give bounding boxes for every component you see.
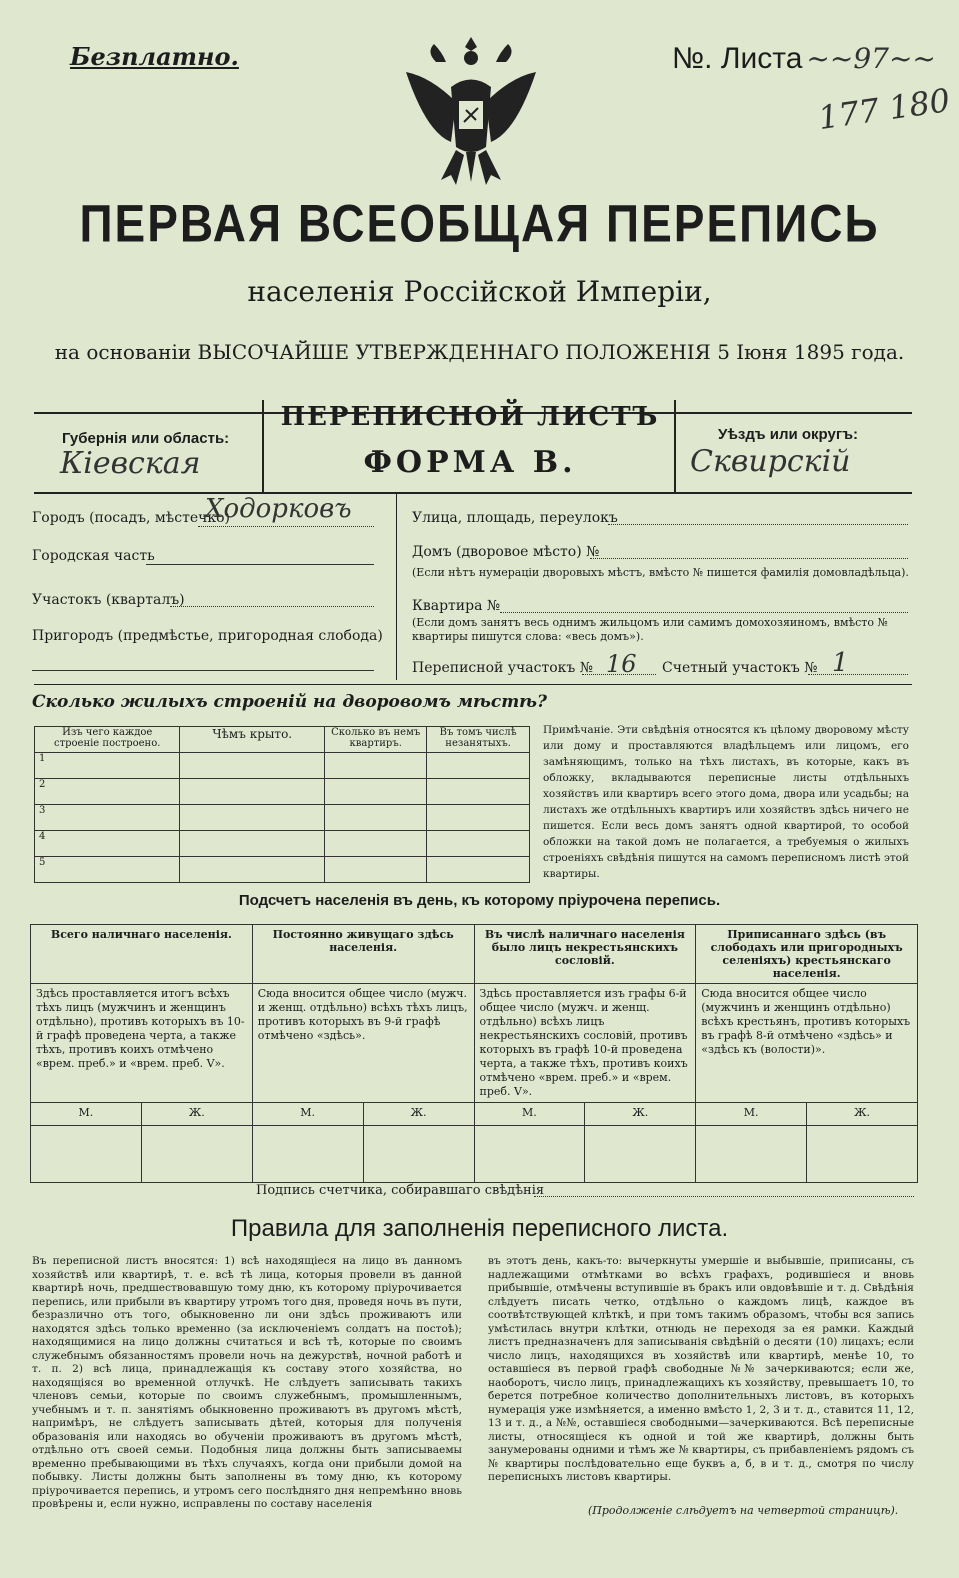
ulitsa-label: Улица, площадь, переулокъ (412, 510, 618, 526)
female-header: Ж. (141, 1103, 252, 1126)
form-title: ПЕРЕПИСНОЙ ЛИСТЪ (280, 402, 660, 432)
buildings-header-roof: Чѣмъ крыто. (180, 727, 325, 753)
count-desc-total: Здѣсь проставляется итогъ всѣхъ тѣхъ лицъ (мужчинъ и женщинъ отдѣльно), противъ которыхъ въ 10-й графѣ проведена черта, а также тѣхъ, противъ коихъ отмѣчено «врем. преб.» и «врем. преб. V». (31, 984, 253, 1103)
count-header-peasant: Приписаннаго здѣсь (въ слободахъ или пригородныхъ селеніяхъ) крестьянскаго населенія. (696, 925, 918, 984)
male-header: М. (31, 1103, 142, 1126)
uezd-value: Сквирскій (690, 444, 851, 479)
continued-note: (Продолженіе слѣдуетъ на четвертой страницѣ). (588, 1504, 899, 1517)
gorod-value: Ходорковъ (205, 494, 352, 524)
address-rule (34, 684, 912, 685)
count-desc-non-peasant: Здѣсь проставляется изъ графы 6-й общее число (мужч. и женщ. отдѣльно) всѣхъ лицъ некрестьянскихъ сословій, противъ которыхъ въ графѣ 10-й проведена черта, а также тѣхъ, противъ коихъ отмѣчено «врем. преб.» и «врем. преб. V». (474, 984, 696, 1103)
header-divider-left (262, 400, 264, 494)
sheet-number-handwritten: ~~97~~ (806, 42, 936, 75)
header-rule-bottom (34, 492, 912, 494)
buildings-note: Примѣчаніе. Эти свѣдѣнія относятся къ цѣлому дворовому мѣсту или дому и проставляются владѣльцемъ или лицомъ, его замѣняющимъ, только на тѣхъ листахъ, въ которые, какъ въ обложку, вкладываются переписные листы отдѣльныхъ хозяйствъ или квартиръ всего этого дома, двора или усадьбы; на листахъ же отдѣльныхъ квартиръ или хозяйствъ здѣсь ничего не пишется. Если весь домъ занятъ одной квартирой, то особой обложки на такой домъ не полагается, а требуемыя о жилыхъ строеніяхъ свѣдѣнія пишутся на самомъ переписномъ листѣ этой квартиры. (543, 724, 909, 880)
buildings-row-number: 1 (35, 753, 180, 779)
count-cell (31, 1126, 142, 1183)
count-desc-permanent: Сюда вносится общее число (мужч. и женщ. отдѣльно) всѣхъ тѣхъ лицъ, противъ которыхъ въ 9-й графѣ отмѣчено «здѣсь». (252, 984, 474, 1103)
count-cell (807, 1126, 918, 1183)
buildings-row-number: 3 (35, 805, 180, 831)
count-heading: Подсчетъ населенія въ день, къ которому пріурочена перепись. (238, 892, 721, 909)
count-cell (474, 1126, 585, 1183)
count-desc-peasant: Сюда вносится общее число (мужчинъ и женщинъ отдѣльно) всѣхъ крестьянъ, противъ которыхъ въ графѣ 8-й отмѣчено «здѣсь» и «здѣсь къ (волости)». (696, 984, 918, 1103)
schet-uchastok-label: Счетный участокъ № (662, 660, 818, 676)
buildings-row-number: 5 (35, 857, 180, 883)
prigorod-line (32, 670, 374, 671)
address-divider (396, 494, 397, 680)
perep-uchastok-value: 16 (606, 650, 637, 678)
buildings-row-number: 2 (35, 779, 180, 805)
count-header-permanent: Постоянно живущаго здѣсь населенія. (252, 925, 474, 984)
count-cell (141, 1126, 252, 1183)
dom-line (590, 558, 908, 559)
buildings-question: Сколько жилыхъ строеній на дворовомъ мѣстѣ? (32, 692, 547, 712)
prigorod-label: Пригородъ (предмѣстье, пригородная слобода) (32, 628, 383, 644)
guberniya-value: Кіевская (60, 446, 201, 481)
sheet-number (672, 42, 936, 76)
uchastok-line (170, 606, 374, 607)
male-header: М. (696, 1103, 807, 1126)
double-headed-eagle-emblem-icon (396, 32, 546, 192)
buildings-header-material: Изъ чего каждое строеніе построено. (35, 727, 180, 753)
gorodskaya-label: Городская часть (32, 548, 155, 564)
kvartira-line (500, 612, 908, 613)
male-header: М. (252, 1103, 363, 1126)
dom-label: Домъ (дворовое мѣсто) № (412, 544, 600, 560)
female-header: Ж. (363, 1103, 474, 1126)
sheet-number-handwritten-2: 177 180 (815, 80, 953, 138)
legal-basis: на основаніи ВЫСОЧАЙШЕ УТВЕРЖДЕННАГО ПОЛОЖЕНІЯ 5 Іюня 1895 года. (54, 340, 905, 364)
form-name: ФОРМА В. (363, 445, 577, 480)
perep-uchastok-label: Переписной участокъ № (412, 660, 593, 676)
gorod-line (198, 526, 374, 527)
count-header-non-peasant: Въ числѣ наличнаго населенія было лицъ некрестьянскихъ сословій. (474, 925, 696, 984)
schet-uchastok-value: 1 (832, 648, 849, 678)
gorod-label: Городъ (посадъ, мѣстечко) (32, 510, 231, 526)
female-header: Ж. (585, 1103, 696, 1126)
kvartira-note: (Если домъ занятъ весь однимъ жильцомъ или самимъ домохозяиномъ, вмѣсто № квартиры пишутся слова: «весь домъ»). (412, 616, 888, 643)
count-cell (252, 1126, 363, 1183)
buildings-row-number: 4 (35, 831, 180, 857)
signature-line (534, 1196, 914, 1197)
uchastok-label: Участокъ (кварталъ) (32, 592, 185, 608)
sheet-number-label: №. Листа (672, 42, 803, 75)
gorodskaya-line (146, 564, 374, 565)
enumerator-signature-label: Подпись счетчика, собиравшаго свѣдѣнія (256, 1183, 545, 1198)
rules-left-column: Въ переписной листъ вносятся: 1) всѣ находящіеся на лицо въ данномъ хозяйствѣ или квартирѣ, т. е. всѣ тѣ лица, которыя провели въ данной квартирѣ ночь, предшествовавшую тому дню, къ которому пріурочивается перепись, или прибыли въ квартиру утромъ того дня, проведя ночь въ пути, безразлично отъ того, обыкновенно ли они здѣсь проживаютъ или находятся здѣсь только временно (за исключеніемъ солдатъ на постоѣ); находящимися на лицо должны считаться и всѣ тѣ, которые по своимъ служебнымъ обязанностямъ провели ночь на дежурствѣ, ночной работѣ и т. п. 2) всѣ лица, принадлежащія къ составу этого хозяйства, но находящіяся во временной отлучкѣ. Не слѣдуетъ записывать такихъ членовъ семьи, которые по своимъ служебнымъ, промышленнымъ, учебнымъ и т. п. занятіямъ обыкновенно проживаютъ въ другомъ мѣстѣ, напримѣръ, не слѣдуетъ записывать дѣтей, которыя для полученія образованія или находясь во обученіи проживаютъ въ другомъ мѣстѣ, отдѣльно отъ своей семьи. Подобныя лица должны быть записываемы временно пребывающими въ тѣхъ случаяхъ, когда они прибыли домой на побывку. Листы должны быть заполнены въ тому дню, къ которому пріурочивается перепись, и утромъ сего послѣдняго дня непремѣнно вновь провѣрены и, если нужно, исправлены по составу населенія (32, 1255, 462, 1510)
page-title: ПЕРВАЯ ВСЕОБЩАЯ ПЕРЕПИСЬ (79, 193, 880, 253)
buildings-header-apartments: Сколько въ немъ квартиръ. (325, 727, 427, 753)
count-cell (363, 1126, 474, 1183)
buildings-table (34, 726, 530, 883)
buildings-header-vacant: Въ томъ числѣ незанятыхъ. (427, 727, 530, 753)
female-header: Ж. (807, 1103, 918, 1126)
count-cell (696, 1126, 807, 1183)
male-header: М. (474, 1103, 585, 1126)
free-label: Безплатно. (70, 42, 239, 71)
schet-uchastok-line (808, 674, 908, 675)
population-count-table (30, 924, 918, 1183)
kvartira-label: Квартира № (412, 598, 501, 614)
count-cell (585, 1126, 696, 1183)
count-header-total: Всего наличнаго населенія. (31, 925, 253, 984)
guberniya-label: Губернія или область: (62, 430, 230, 447)
uezd-label: Уѣздъ или округъ: (718, 426, 859, 443)
rules-right-column: въ этотъ день, какъ-то: вычеркнуты умершіе и выбывшіе, приписаны, съ надлежащими отмѣтками во всѣхъ графахъ, родившіеся и вновь прибывшіе, отмѣчены вступившіе въ бракъ или овдовѣвшіе и т. д. Свѣдѣнія слѣдуетъ писать четко, отдѣльно о каждомъ лицѣ, каждое въ соотвѣтствующей клѣткѣ, и при томъ такимъ образомъ, чтобы вся запись умѣстилась внутри клѣтки, отнюдь не переходя за ея рамки. Каждый листъ предназначенъ для записыванія свѣдѣній о десяти (10) лицахъ; если число лицъ, находящихся въ хозяйствѣ или квартирѣ, менѣе 10, то оставшіеся въ первой графѣ свободные №№ зачеркиваются; если же, наоборотъ, число лицъ, принадлежащихъ къ хозяйству, превышаетъ 10, то берется потребное количество дополнительныхъ листовъ, въ которыхъ нумерація уже измѣняется, а именно вмѣсто 1, 2, 3 и т. д., ставится 11, 12, 13 и т. д., а №№, оставшіеся свободными—зачеркиваются. Всѣ переписные листы, относящіеся къ одной и той же квартирѣ, должны быть занумерованы одними и тѣмъ же № квартиры, съ прибавленіемъ рядомъ съ № квартиры послѣдовательно еще буквъ а, б, в и т. д., смотря по числу переписныхъ листовъ квартиры. (488, 1255, 914, 1483)
page-subtitle: населенія Россійской Имперіи, (247, 275, 712, 308)
dom-note: (Если нѣтъ нумераціи дворовыхъ мѣстъ, вмѣсто № пишется фамилія домовладѣльца). (412, 566, 909, 579)
ulitsa-line (608, 524, 908, 525)
rules-title: Правила для заполненія переписного листа. (230, 1215, 729, 1242)
